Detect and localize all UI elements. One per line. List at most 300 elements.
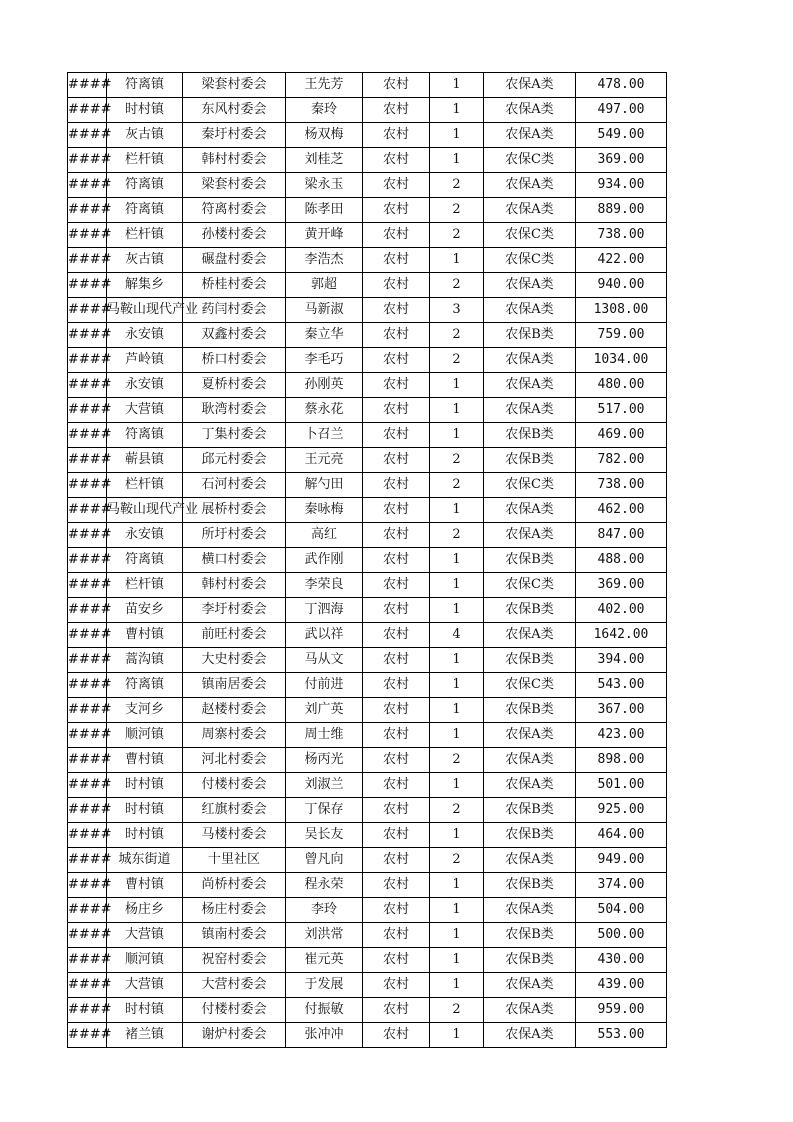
amount-cell: 501.00 (576, 773, 667, 798)
township-cell: 符离镇 (107, 173, 183, 198)
village-committee-cell: 杨庄村委会 (183, 898, 286, 923)
person-name-cell: 解勺田 (286, 473, 363, 498)
village-committee-cell: 邱元村委会 (183, 448, 286, 473)
table-row (68, 473, 667, 498)
id-cell: #### (68, 973, 107, 998)
township-cell: 时村镇 (107, 798, 183, 823)
household-type-cell: 农村 (363, 898, 430, 923)
amount-cell: 738.00 (576, 223, 667, 248)
person-name-cell: 刘桂芝 (286, 148, 363, 173)
member-count-cell: 1 (430, 898, 484, 923)
township-cell: 大营镇 (107, 973, 183, 998)
village-committee-cell: 夏桥村委会 (183, 373, 286, 398)
household-type-cell: 农村 (363, 848, 430, 873)
village-committee-cell: 丁集村委会 (183, 423, 286, 448)
amount-cell: 504.00 (576, 898, 667, 923)
table-row (68, 648, 667, 673)
member-count-cell: 2 (430, 173, 484, 198)
id-cell: #### (68, 248, 107, 273)
table-row (68, 98, 667, 123)
household-type-cell: 农村 (363, 448, 430, 473)
table-row (68, 273, 667, 298)
insurance-category-cell: 农保A类 (484, 748, 576, 773)
table-row (68, 1023, 667, 1048)
person-name-cell: 陈孝田 (286, 198, 363, 223)
household-type-cell: 农村 (363, 423, 430, 448)
insurance-category-cell: 农保A类 (484, 373, 576, 398)
id-cell: #### (68, 623, 107, 648)
table-row (68, 573, 667, 598)
id-cell: #### (68, 948, 107, 973)
person-name-cell: 黄开峰 (286, 223, 363, 248)
township-cell: 永安镇 (107, 523, 183, 548)
village-committee-cell: 耿湾村委会 (183, 398, 286, 423)
insurance-category-cell: 农保A类 (484, 773, 576, 798)
village-committee-cell: 镇南村委会 (183, 923, 286, 948)
member-count-cell: 1 (430, 1023, 484, 1048)
insurance-category-cell: 农保A类 (484, 1023, 576, 1048)
member-count-cell: 1 (430, 648, 484, 673)
township-cell: 城东街道 (107, 848, 183, 873)
member-count-cell: 1 (430, 498, 484, 523)
village-committee-cell: 梁套村委会 (183, 73, 286, 98)
amount-cell: 423.00 (576, 723, 667, 748)
member-count-cell: 1 (430, 948, 484, 973)
insurance-category-cell: 农保B类 (484, 548, 576, 573)
table-row (68, 748, 667, 773)
household-type-cell: 农村 (363, 698, 430, 723)
person-name-cell: 曾凡向 (286, 848, 363, 873)
household-type-cell: 农村 (363, 623, 430, 648)
member-count-cell: 1 (430, 673, 484, 698)
table-row (68, 198, 667, 223)
township-cell: 栏杆镇 (107, 473, 183, 498)
table-row (68, 498, 667, 523)
person-name-cell: 秦咏梅 (286, 498, 363, 523)
village-committee-cell: 前旺村委会 (183, 623, 286, 648)
township-cell: 灰古镇 (107, 123, 183, 148)
insurance-category-cell: 农保B类 (484, 923, 576, 948)
village-committee-cell: 石河村委会 (183, 473, 286, 498)
person-name-cell: 张冲冲 (286, 1023, 363, 1048)
household-type-cell: 农村 (363, 373, 430, 398)
member-count-cell: 1 (430, 923, 484, 948)
insurance-category-cell: 农保A类 (484, 348, 576, 373)
table-row (68, 248, 667, 273)
household-type-cell: 农村 (363, 173, 430, 198)
household-type-cell: 农村 (363, 1023, 430, 1048)
amount-cell: 1308.00 (576, 298, 667, 323)
person-name-cell: 崔元英 (286, 948, 363, 973)
insurance-category-cell: 农保A类 (484, 173, 576, 198)
id-cell: #### (68, 573, 107, 598)
person-name-cell: 卜召兰 (286, 423, 363, 448)
member-count-cell: 1 (430, 148, 484, 173)
insurance-category-cell: 农保C类 (484, 248, 576, 273)
member-count-cell: 1 (430, 248, 484, 273)
amount-cell: 1034.00 (576, 348, 667, 373)
person-name-cell: 杨双梅 (286, 123, 363, 148)
amount-cell: 430.00 (576, 948, 667, 973)
township-cell: 大营镇 (107, 923, 183, 948)
village-committee-cell: 梁套村委会 (183, 173, 286, 198)
household-type-cell: 农村 (363, 948, 430, 973)
person-name-cell: 马从文 (286, 648, 363, 673)
table-body (68, 73, 667, 1048)
township-cell: 栏杆镇 (107, 573, 183, 598)
id-cell: #### (68, 773, 107, 798)
township-cell: 灰古镇 (107, 248, 183, 273)
table-row (68, 448, 667, 473)
amount-cell: 480.00 (576, 373, 667, 398)
amount-cell: 889.00 (576, 198, 667, 223)
insurance-category-cell: 农保B类 (484, 323, 576, 348)
amount-cell: 367.00 (576, 698, 667, 723)
township-cell: 褚兰镇 (107, 1023, 183, 1048)
household-type-cell: 农村 (363, 248, 430, 273)
person-name-cell: 刘洪常 (286, 923, 363, 948)
member-count-cell: 1 (430, 573, 484, 598)
table-row (68, 998, 667, 1023)
id-cell: #### (68, 423, 107, 448)
insurance-category-cell: 农保C类 (484, 473, 576, 498)
member-count-cell: 1 (430, 973, 484, 998)
table-row (68, 798, 667, 823)
household-type-cell: 农村 (363, 223, 430, 248)
id-cell: #### (68, 323, 107, 348)
person-name-cell: 武作刚 (286, 548, 363, 573)
amount-cell: 940.00 (576, 273, 667, 298)
amount-cell: 462.00 (576, 498, 667, 523)
member-count-cell: 2 (430, 848, 484, 873)
insurance-category-cell: 农保C类 (484, 573, 576, 598)
township-cell: 永安镇 (107, 373, 183, 398)
member-count-cell: 3 (430, 298, 484, 323)
id-cell: #### (68, 398, 107, 423)
household-type-cell: 农村 (363, 498, 430, 523)
township-cell: 顺河镇 (107, 948, 183, 973)
member-count-cell: 1 (430, 548, 484, 573)
village-committee-cell: 双鑫村委会 (183, 323, 286, 348)
township-cell: 马鞍山现代产业 (107, 498, 183, 523)
amount-cell: 759.00 (576, 323, 667, 348)
township-cell: 栏杆镇 (107, 223, 183, 248)
household-type-cell: 农村 (363, 98, 430, 123)
township-cell: 符离镇 (107, 673, 183, 698)
member-count-cell: 2 (430, 198, 484, 223)
person-name-cell: 丁泗海 (286, 598, 363, 623)
amount-cell: 925.00 (576, 798, 667, 823)
table-row (68, 773, 667, 798)
person-name-cell: 马新淑 (286, 298, 363, 323)
member-count-cell: 4 (430, 623, 484, 648)
insurance-category-cell: 农保B类 (484, 448, 576, 473)
id-cell: #### (68, 673, 107, 698)
household-type-cell: 农村 (363, 648, 430, 673)
township-cell: 时村镇 (107, 998, 183, 1023)
person-name-cell: 高红 (286, 523, 363, 548)
amount-cell: 847.00 (576, 523, 667, 548)
member-count-cell: 1 (430, 873, 484, 898)
household-type-cell: 农村 (363, 298, 430, 323)
insurance-category-cell: 农保B类 (484, 798, 576, 823)
amount-cell: 500.00 (576, 923, 667, 948)
id-cell: #### (68, 1023, 107, 1048)
household-type-cell: 农村 (363, 348, 430, 373)
member-count-cell: 2 (430, 348, 484, 373)
person-name-cell: 杨丙光 (286, 748, 363, 773)
household-type-cell: 农村 (363, 398, 430, 423)
township-cell: 栏杆镇 (107, 148, 183, 173)
id-cell: #### (68, 523, 107, 548)
village-committee-cell: 李圩村委会 (183, 598, 286, 623)
table-row (68, 873, 667, 898)
village-committee-cell: 谢炉村委会 (183, 1023, 286, 1048)
township-cell: 杨庄乡 (107, 898, 183, 923)
amount-cell: 497.00 (576, 98, 667, 123)
table-row (68, 373, 667, 398)
village-committee-cell: 赵楼村委会 (183, 698, 286, 723)
id-cell: #### (68, 848, 107, 873)
village-committee-cell: 十里社区 (183, 848, 286, 873)
amount-cell: 543.00 (576, 673, 667, 698)
amount-cell: 478.00 (576, 73, 667, 98)
person-name-cell: 刘广英 (286, 698, 363, 723)
village-committee-cell: 马楼村委会 (183, 823, 286, 848)
amount-cell: 369.00 (576, 148, 667, 173)
village-committee-cell: 碾盘村委会 (183, 248, 286, 273)
person-name-cell: 付前进 (286, 673, 363, 698)
amount-cell: 553.00 (576, 1023, 667, 1048)
village-committee-cell: 大营村委会 (183, 973, 286, 998)
township-cell: 曹村镇 (107, 748, 183, 773)
table-row (68, 223, 667, 248)
insurance-category-cell: 农保A类 (484, 498, 576, 523)
household-type-cell: 农村 (363, 198, 430, 223)
township-cell: 蒿沟镇 (107, 648, 183, 673)
village-committee-cell: 东风村委会 (183, 98, 286, 123)
amount-cell: 949.00 (576, 848, 667, 873)
member-count-cell: 1 (430, 398, 484, 423)
member-count-cell: 1 (430, 423, 484, 448)
insurance-category-cell: 农保C类 (484, 673, 576, 698)
id-cell: #### (68, 648, 107, 673)
village-committee-cell: 河北村委会 (183, 748, 286, 773)
amount-cell: 439.00 (576, 973, 667, 998)
person-name-cell: 郭超 (286, 273, 363, 298)
member-count-cell: 1 (430, 773, 484, 798)
id-cell: #### (68, 173, 107, 198)
member-count-cell: 2 (430, 748, 484, 773)
id-cell: #### (68, 873, 107, 898)
township-cell: 符离镇 (107, 198, 183, 223)
member-count-cell: 1 (430, 823, 484, 848)
village-committee-cell: 所圩村委会 (183, 523, 286, 548)
village-committee-cell: 镇南居委会 (183, 673, 286, 698)
township-cell: 时村镇 (107, 773, 183, 798)
amount-cell: 374.00 (576, 873, 667, 898)
village-committee-cell: 桥桂村委会 (183, 273, 286, 298)
member-count-cell: 2 (430, 323, 484, 348)
table-row (68, 173, 667, 198)
township-cell: 符离镇 (107, 423, 183, 448)
table-row (68, 848, 667, 873)
table-row (68, 623, 667, 648)
township-cell: 苗安乡 (107, 598, 183, 623)
person-name-cell: 丁保存 (286, 798, 363, 823)
village-committee-cell: 孙楼村委会 (183, 223, 286, 248)
insurance-category-cell: 农保A类 (484, 998, 576, 1023)
member-count-cell: 1 (430, 723, 484, 748)
id-cell: #### (68, 298, 107, 323)
id-cell: #### (68, 73, 107, 98)
amount-cell: 488.00 (576, 548, 667, 573)
person-name-cell: 梁永玉 (286, 173, 363, 198)
id-cell: #### (68, 273, 107, 298)
insurance-category-cell: 农保A类 (484, 98, 576, 123)
household-type-cell: 农村 (363, 598, 430, 623)
member-count-cell: 1 (430, 698, 484, 723)
person-name-cell: 于发展 (286, 973, 363, 998)
member-count-cell: 1 (430, 73, 484, 98)
table-row (68, 398, 667, 423)
township-cell: 曹村镇 (107, 873, 183, 898)
id-cell: #### (68, 898, 107, 923)
township-cell: 永安镇 (107, 323, 183, 348)
person-name-cell: 吴长友 (286, 823, 363, 848)
township-cell: 芦岭镇 (107, 348, 183, 373)
id-cell: #### (68, 798, 107, 823)
amount-cell: 402.00 (576, 598, 667, 623)
village-committee-cell: 横口村委会 (183, 548, 286, 573)
table-row (68, 723, 667, 748)
household-type-cell: 农村 (363, 998, 430, 1023)
person-name-cell: 李毛巧 (286, 348, 363, 373)
id-cell: #### (68, 148, 107, 173)
village-committee-cell: 秦圩村委会 (183, 123, 286, 148)
household-type-cell: 农村 (363, 523, 430, 548)
id-cell: #### (68, 348, 107, 373)
insurance-category-cell: 农保A类 (484, 723, 576, 748)
id-cell: #### (68, 198, 107, 223)
insurance-category-cell: 农保A类 (484, 398, 576, 423)
id-cell: #### (68, 373, 107, 398)
insurance-category-cell: 农保B类 (484, 873, 576, 898)
household-type-cell: 农村 (363, 748, 430, 773)
township-cell: 支河乡 (107, 698, 183, 723)
table-row (68, 973, 667, 998)
village-committee-cell: 尚桥村委会 (183, 873, 286, 898)
table-row (68, 598, 667, 623)
insurance-category-cell: 农保B类 (484, 948, 576, 973)
person-name-cell: 刘淑兰 (286, 773, 363, 798)
table-row (68, 948, 667, 973)
household-type-cell: 农村 (363, 673, 430, 698)
insurance-category-cell: 农保A类 (484, 973, 576, 998)
table-row (68, 923, 667, 948)
township-cell: 蕲县镇 (107, 448, 183, 473)
township-cell: 时村镇 (107, 98, 183, 123)
table-row (68, 298, 667, 323)
insurance-category-cell: 农保A类 (484, 623, 576, 648)
village-committee-cell: 韩村村委会 (183, 148, 286, 173)
member-count-cell: 2 (430, 223, 484, 248)
township-cell: 解集乡 (107, 273, 183, 298)
insurance-category-cell: 农保A类 (484, 848, 576, 873)
table-row (68, 698, 667, 723)
member-count-cell: 2 (430, 523, 484, 548)
amount-cell: 898.00 (576, 748, 667, 773)
household-type-cell: 农村 (363, 773, 430, 798)
member-count-cell: 2 (430, 798, 484, 823)
table-row (68, 823, 667, 848)
insurance-category-cell: 农保B类 (484, 423, 576, 448)
village-committee-cell: 红旗村委会 (183, 798, 286, 823)
insurance-category-cell: 农保B类 (484, 648, 576, 673)
person-name-cell: 孙刚英 (286, 373, 363, 398)
village-committee-cell: 药闫村委会 (183, 298, 286, 323)
village-committee-cell: 祝窑村委会 (183, 948, 286, 973)
person-name-cell: 蔡永花 (286, 398, 363, 423)
insurance-category-cell: 农保B类 (484, 598, 576, 623)
insurance-category-cell: 农保A类 (484, 898, 576, 923)
member-count-cell: 1 (430, 98, 484, 123)
person-name-cell: 李玲 (286, 898, 363, 923)
person-name-cell: 李浩杰 (286, 248, 363, 273)
table-row (68, 348, 667, 373)
township-cell: 顺河镇 (107, 723, 183, 748)
amount-cell: 782.00 (576, 448, 667, 473)
id-cell: #### (68, 498, 107, 523)
household-type-cell: 农村 (363, 573, 430, 598)
township-cell: 马鞍山现代产业 (107, 298, 183, 323)
household-type-cell: 农村 (363, 823, 430, 848)
insurance-category-cell: 农保B类 (484, 823, 576, 848)
household-type-cell: 农村 (363, 973, 430, 998)
village-committee-cell: 周寨村委会 (183, 723, 286, 748)
village-committee-cell: 大史村委会 (183, 648, 286, 673)
id-cell: #### (68, 98, 107, 123)
id-cell: #### (68, 448, 107, 473)
member-count-cell: 1 (430, 123, 484, 148)
table-row (68, 123, 667, 148)
member-count-cell: 1 (430, 373, 484, 398)
township-cell: 符离镇 (107, 73, 183, 98)
id-cell: #### (68, 723, 107, 748)
id-cell: #### (68, 823, 107, 848)
member-count-cell: 2 (430, 273, 484, 298)
village-committee-cell: 符离村委会 (183, 198, 286, 223)
township-cell: 曹村镇 (107, 623, 183, 648)
id-cell: #### (68, 598, 107, 623)
table-row (68, 673, 667, 698)
table-row (68, 323, 667, 348)
village-committee-cell: 桥口村委会 (183, 348, 286, 373)
household-type-cell: 农村 (363, 723, 430, 748)
household-type-cell: 农村 (363, 473, 430, 498)
household-type-cell: 农村 (363, 798, 430, 823)
amount-cell: 549.00 (576, 123, 667, 148)
village-committee-cell: 付楼村委会 (183, 773, 286, 798)
village-committee-cell: 韩村村委会 (183, 573, 286, 598)
amount-cell: 394.00 (576, 648, 667, 673)
person-name-cell: 王元亮 (286, 448, 363, 473)
table-row (68, 523, 667, 548)
township-cell: 大营镇 (107, 398, 183, 423)
insurance-category-cell: 农保A类 (484, 273, 576, 298)
household-type-cell: 农村 (363, 923, 430, 948)
id-cell: #### (68, 473, 107, 498)
